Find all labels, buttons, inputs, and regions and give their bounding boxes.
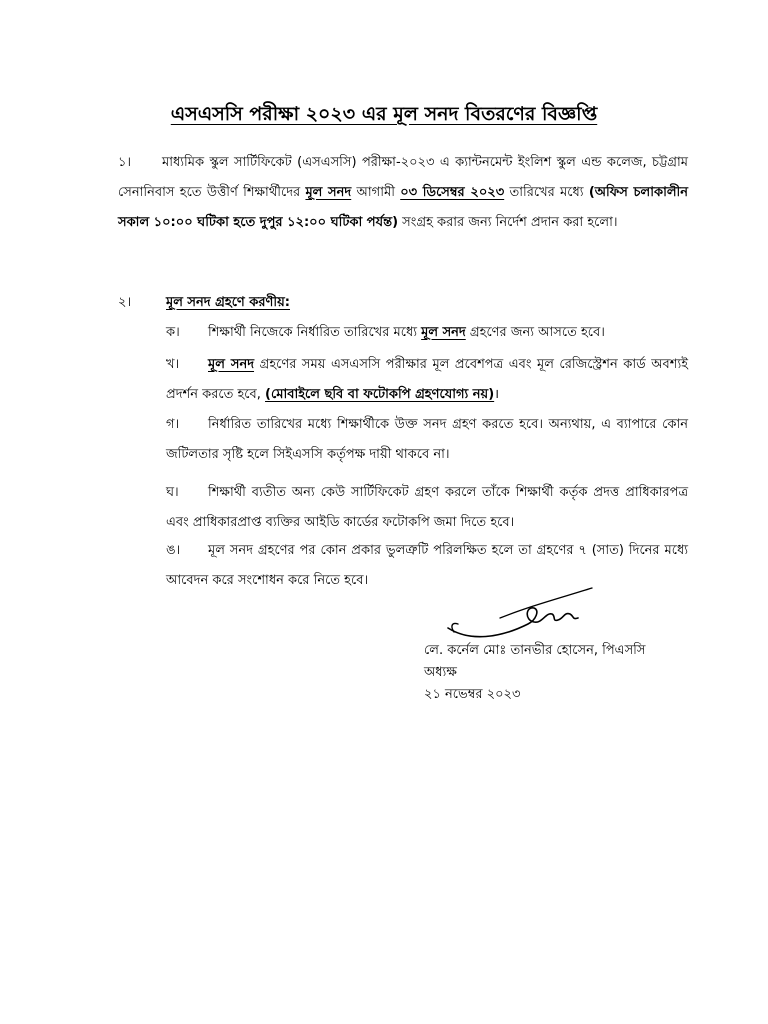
section-2-number: ২। (118, 295, 132, 310)
signatory-name: লে. কর্নেল মোঃ তানভীর হোসেন, পিএসসি (424, 643, 646, 658)
item-uma-label: ঙ। (166, 543, 181, 558)
item-ga-text: নির্ধারিত তারিখের মধ্যে শিক্ষার্থীকে উক্ত সনদ গ্রহণ করতে হবে। অন্যথায়, এ ব্যাপারে কোন জটিলতার সৃষ্টি হলে সিইএসসি কর্তৃপক্ষ দায়ী থাকবে না। (166, 417, 688, 462)
notice-title: এসএসসি পরীক্ষা ২০২৩ এর মূল সনদ বিতরণের বিজ্ঞপ্তি (170, 103, 598, 125)
signatory-designation: অধ্যক্ষ (424, 665, 457, 680)
item-kha-text: মূল সনদ গ্রহণের সময় এসএসসি পরীক্ষার মূল প্রবেশপত্র এবং মূল রেজিস্ট্রেশন কার্ড অবশ্যই প্রদর্শন করতে হবে, (মোবাইলে ছবি বা ফটোকপি গ্রহণযোগ্য নয়)। (166, 357, 688, 402)
item-kha-label: খ। (166, 357, 180, 372)
item-gha-text: শিক্ষার্থী ব্যতীত অন্য কেউ সার্টিফিকেট গ্রহণ করলে তাঁকে শিক্ষার্থী কর্তৃক প্রদত্ত প্রাধিকারপত্র এবং প্রাধিকারপ্রাপ্ত ব্যক্তির আইডি কার্ডের ফটোকপি জমা দিতে হবে। (166, 485, 688, 530)
item-ka-label: ক। (166, 325, 180, 340)
section-1-number: ১। (118, 155, 132, 170)
section-2-heading: মূল সনদ গ্রহণে করণীয়: (166, 295, 290, 310)
item-ka-text: শিক্ষার্থী নিজেকে নির্ধারিত তারিখের মধ্যে মূল সনদ গ্রহণের জন্য আসতে হবে। (208, 325, 605, 340)
item-ga-label: গ। (166, 417, 180, 432)
notice-date: ২১ নভেম্বর ২০২৩ (424, 687, 521, 702)
item-uma-text: মূল সনদ গ্রহণের পর কোন প্রকার ভুলত্রুটি পরিলক্ষিত হলে তা গ্রহণের ৭ (সাত) দিনের মধ্যে আবেদন করে সংশোধন করে নিতে হবে। (166, 543, 688, 588)
item-gha-label: ঘ। (166, 485, 179, 500)
signatory-block (424, 640, 645, 706)
section-1-paragraph: মাধ্যমিক স্কুল সার্টিফিকেট (এসএসসি) পরীক্ষা-২০২৩ এ ক্যান্টনমেন্ট ইংলিশ স্কুল এন্ড কলেজ, চট্টগ্রাম সেনানিবাস হতে উত্তীর্ণ শিক্ষার্থীদের মূল সনদ আগামী ০৩ ডিসেম্বর ২০২৩ তারিখের মধ্যে (অফিস চলাকালীন সকাল ১০:০০ ঘটিকা হতে দুপুর ১২:০০ ঘটিকা পর্যন্ত) সংগ্রহ করার জন্য নির্দেশ প্রদান করা হলো। (118, 155, 689, 230)
